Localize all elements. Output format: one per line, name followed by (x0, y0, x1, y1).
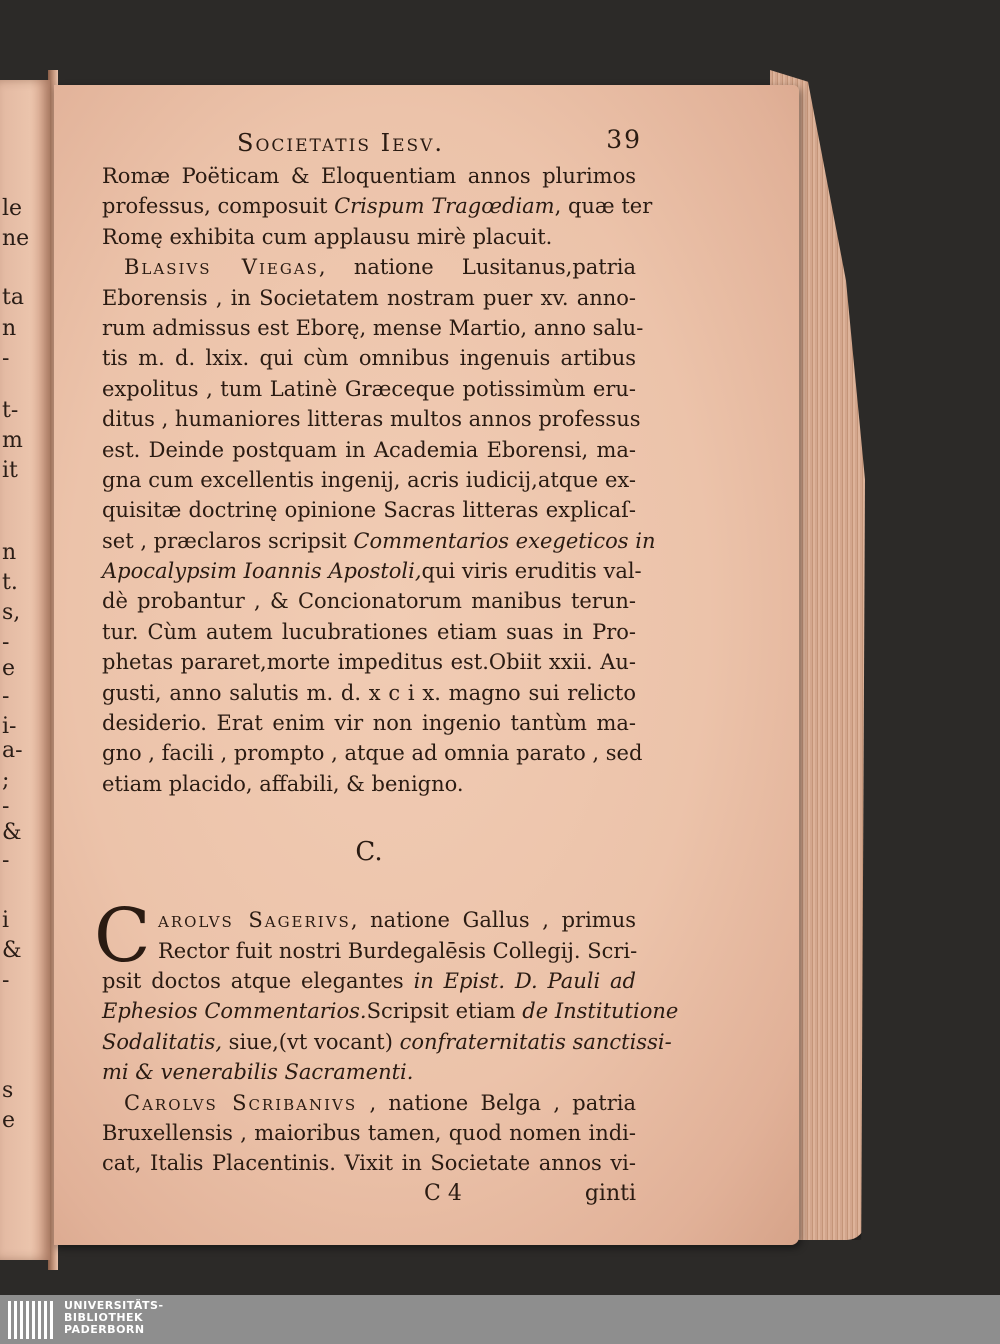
text-line: Eborensis , in Societatem nostram puer xv. anno- (102, 285, 636, 310)
library-logo-icon (6, 1299, 58, 1341)
library-name-line: BIBLIOTHEK (64, 1311, 144, 1324)
text-line: Blasivs Viegas, natione Lusitanus,patria (124, 255, 636, 280)
left-fragment: n (2, 316, 17, 341)
left-fragment: - (2, 794, 10, 819)
italic-title: Commentarios exegeticos in (353, 528, 656, 553)
text-line: gno , facili , prompto , atque ad omnia parato , sed (102, 741, 643, 766)
person-name: Carolvs Scribanivs (124, 1090, 358, 1115)
italic-title: Crispum Tragœdiam (334, 194, 555, 219)
text-line: tur. Cùm autem lucubrationes etiam suas in Pro- (102, 619, 636, 644)
text-line: Sodalitatis, siue,(vt vocant) confraternitatis sanctissi- (102, 1029, 672, 1054)
left-fragment: ta (2, 285, 24, 310)
text-line: dè probantur , & Concionatorum manibus terun- (102, 589, 636, 614)
left-fragment: - (2, 684, 10, 709)
left-fragment: & (2, 938, 22, 963)
left-fragment: - (2, 630, 10, 655)
page-text (94, 125, 679, 1213)
text-line: Bruxellensis , maioribus tamen, quod nomen indi- (102, 1120, 636, 1145)
left-page-fragment (0, 80, 50, 1260)
left-fragment: s (2, 1078, 14, 1103)
left-fragment: it (2, 458, 18, 483)
person-name: arolvs Sagerivs (158, 908, 351, 933)
signature-mark: C 4 (424, 1180, 462, 1206)
text-line: rum admissus est Eborę, mense Martio, anno salu- (102, 315, 644, 340)
left-fragment: e (2, 1108, 16, 1133)
text-line: Carolvs Scribanivs , natione Belga , patria (124, 1090, 636, 1115)
page-number: 39 (606, 125, 642, 154)
text-line: Romæ Poëticam & Eloquentiam annos plurimos (102, 164, 636, 188)
left-fragment: i (2, 908, 10, 933)
text-line: arolvs Sagerivs, natione Gallus , primus (158, 908, 636, 933)
italic-title: Apocalypsim Ioannis Apostoli, (102, 559, 422, 584)
page-header (102, 125, 642, 161)
library-name-line: PADERBORN (64, 1323, 145, 1336)
left-fragment: ne (2, 226, 30, 251)
text-line: psit doctos atque elegantes in Epist. D. Pauli ad (102, 968, 636, 993)
running-title: Societatis Iesv. (237, 129, 445, 157)
text-line: tis m. d. lxix. qui cùm omnibus ingenuis artibus (102, 346, 636, 371)
left-fragment: m (2, 428, 23, 453)
left-fragment: t. (2, 570, 18, 595)
italic-title: confraternitatis sanctissi- (399, 1029, 672, 1054)
library-name-line: UNIVERSITÄTS- (64, 1299, 164, 1312)
text-line: est. Deinde postquam in Academia Eborensi, ma- (102, 437, 636, 462)
catchword: ginti (584, 1180, 636, 1206)
left-fragment: le (2, 196, 23, 221)
text-line: mi & venerabilis Sacramenti. (102, 1060, 414, 1085)
left-fragment: & (2, 820, 22, 845)
italic-title: de Institutione (522, 999, 679, 1024)
paragraph-carolus-sagerius (94, 893, 679, 1087)
text-line: Romę exhibita cum applausu mirè placuit. (102, 224, 553, 249)
left-fragment: s, (2, 600, 21, 625)
text-line: gusti, anno salutis m. d. x c i x. magno sui relicto (102, 680, 636, 705)
left-fragment: ; (2, 768, 10, 793)
text-line: set , præclaros scripsit Commentarios exegeticos in (102, 528, 656, 553)
text-line: desiderio. Erat enim vir non ingenio tantùm ma- (102, 711, 636, 736)
person-name: Blasivs Viegas (124, 255, 319, 280)
left-fragment: - (2, 848, 10, 873)
italic-title: in Epist. D. Pauli ad (413, 968, 636, 993)
text-line: phetas pararet,morte impeditus est.Obiit xxii. Au- (102, 650, 636, 675)
text-line: gna cum excellentis ingenij, acris iudicij,atque ex- (102, 467, 636, 492)
drop-capital: C (94, 893, 151, 980)
italic-title: Ephesios Commentarios. (102, 999, 367, 1024)
text-line: etiam placido, affabili, & benigno. (102, 771, 464, 796)
text-line: professus, composuit Crispum Tragœdiam, quæ ter (102, 194, 653, 219)
section-heading: C. (355, 837, 383, 868)
text-line: Rector fuit nostri Burdegalēsis Collegij. Scri- (158, 938, 638, 963)
left-fragment: - (2, 968, 10, 993)
text-line: quisitæ doctrinę opinione Sacras litteras explicaſ- (102, 498, 636, 523)
library-footer-bar (0, 1295, 1000, 1344)
left-fragment: e (2, 656, 16, 681)
left-fragment: t- (2, 398, 19, 423)
left-fragment: n (2, 540, 17, 565)
right-page (54, 85, 799, 1245)
text-line: Apocalypsim Ioannis Apostoli,qui viris eruditis val- (102, 559, 642, 584)
page-footer (102, 1181, 636, 1213)
text-line: Ephesios Commentarios.Scripsit etiam de Institutione (102, 999, 679, 1024)
text-line: cat, Italis Placentinis. Vixit in Societate annos vi- (102, 1151, 636, 1176)
library-name (64, 1300, 164, 1336)
text-line: expolitus , tum Latinè Græceque potissimùm eru- (102, 376, 636, 401)
left-fragment: a- (2, 738, 23, 763)
text-line: ditus , humaniores litteras multos annos professus (102, 407, 641, 432)
left-fragment: - (2, 346, 10, 371)
left-fragment: i- (2, 714, 17, 739)
italic-title: Sodalitatis, (102, 1029, 222, 1054)
